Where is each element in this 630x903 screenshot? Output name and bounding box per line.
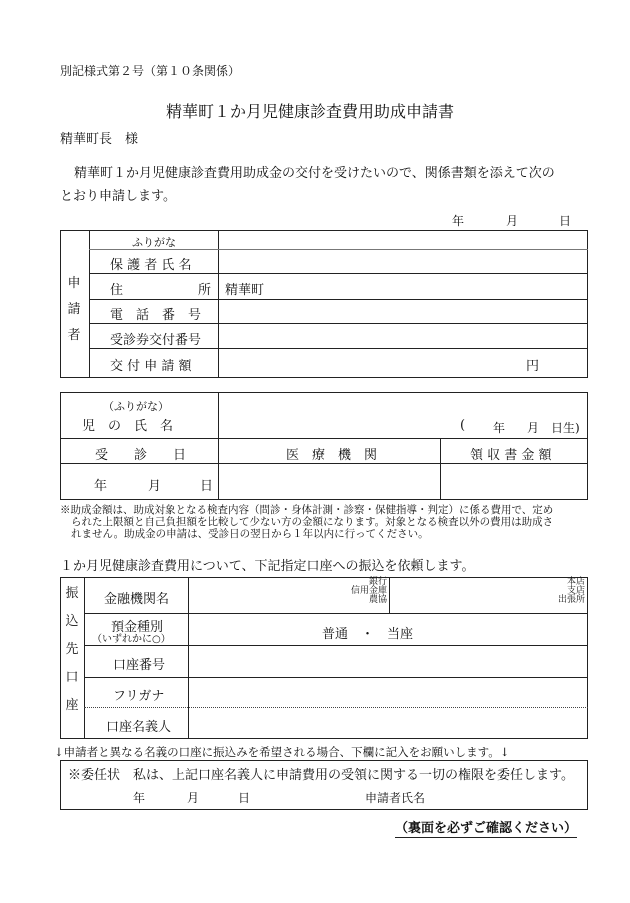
account-type-options[interactable]: 普通 ・ 当座: [322, 627, 414, 642]
note-line-3: れません。助成金の申請は、受診日の翌日から１年以内に行ってください。: [71, 528, 429, 540]
birth-month-label: 月: [527, 421, 540, 435]
intro-line-2: とおり申請します。: [60, 189, 176, 204]
institution-header: 医 療 機 関: [286, 448, 378, 463]
address-field[interactable]: 精華町: [225, 283, 265, 298]
institution-field[interactable]: [219, 464, 439, 499]
branch-name-field[interactable]: [390, 578, 540, 612]
bank-type-list: 銀行 信用金庫 農協: [350, 577, 387, 605]
applicant-furigana-field[interactable]: [219, 231, 587, 249]
delegation-day-label: 日: [238, 791, 251, 805]
exam-year-label: 年: [94, 479, 108, 494]
voucher-number-label: 受診券交付番号: [110, 333, 202, 348]
branch-type-list: 本店 支店 出張所: [557, 577, 585, 605]
receipt-amount-header: 領 収 書 金 額: [470, 448, 552, 463]
applicant-name-field[interactable]: [430, 784, 580, 806]
voucher-number-field[interactable]: [219, 324, 587, 347]
guardian-name-field[interactable]: [219, 250, 587, 272]
bank-name-field[interactable]: [189, 578, 341, 612]
furigana-field[interactable]: [189, 678, 587, 706]
applicant-furigana-label: ふりがな: [132, 236, 176, 249]
account-type-label: 預金種別: [111, 620, 164, 635]
exam-month-label: 月: [148, 479, 162, 494]
account-holder-label: 口座名義人: [106, 720, 172, 735]
account-number-field[interactable]: [189, 646, 587, 676]
yen-unit: 円: [526, 359, 540, 374]
child-furigana-label: （ふりがな）: [103, 400, 169, 413]
delegation-month-label: 月: [187, 791, 200, 805]
phone-label: 電 話 番 号: [110, 308, 202, 323]
intro-line-1: 精華町１か月児健康診査費用助成金の交付を受けたいので、関係書類を添えて次の: [74, 166, 555, 181]
delegation-year-label: 年: [133, 791, 146, 805]
exam-date-header: 受 診 日: [95, 448, 187, 463]
date-month-label: 月: [506, 214, 519, 228]
child-name-field[interactable]: [219, 393, 459, 437]
phone-field[interactable]: [219, 300, 587, 322]
applicant-side-label: 申 請 者: [67, 276, 81, 343]
account-number-label: 口座番号: [113, 658, 166, 673]
page-title: 精華町１か月児健康診査費用助成申請書: [166, 102, 455, 121]
guardian-name-label: 保 護 者 氏 名: [110, 258, 192, 273]
address-label-1: 住: [110, 283, 124, 298]
furigana-label: フリガナ: [113, 689, 165, 704]
back-page-notice: （裏面を必ずご確認ください）: [395, 817, 577, 838]
child-name-label: 児 の 氏 名: [82, 419, 174, 434]
transfer-side-label: 振 込 先 口 座: [65, 586, 79, 713]
birth-open: (: [460, 418, 466, 433]
date-year-label: 年: [452, 214, 465, 228]
amount-label: 交 付 申 請 額: [110, 359, 192, 374]
address-label-2: 所: [198, 283, 212, 298]
form-number: 別記様式第２号（第１０条関係）: [60, 64, 241, 78]
applicant-name-label: 申請者氏名: [365, 791, 426, 805]
exam-day-label: 日: [200, 479, 214, 494]
amount-field[interactable]: [219, 349, 519, 377]
birth-day-label: 日生): [551, 421, 580, 435]
account-holder-field[interactable]: [189, 708, 587, 738]
birth-year-label: 年: [493, 421, 506, 435]
delegation-text: ※委任状 私は、上記口座名義人に申請費用の受領に関する一切の権限を委任します。: [68, 768, 574, 783]
account-type-hint: （いずれかに○）: [92, 634, 171, 645]
note-line-1: ※助成金額は、助成対象となる検査内容（問診・身体計測・診察・保健指導・判定）に係る費用で、定め: [60, 504, 554, 516]
transfer-request: １か月児健康診査費用について、下記指定口座への振込を依頼します。: [60, 559, 475, 574]
receipt-amount-field[interactable]: [441, 464, 587, 499]
addressee: 精華町長 様: [60, 132, 139, 147]
note-line-2: られた上限額と自己負担額を比較して少ない方の金額になります。対象となる検査以外の費用は助成さ: [71, 516, 554, 528]
delegation-notice: ↓申請者と異なる名義の口座に振込みを希望される場合、下欄に記入をお願いします。↓: [54, 745, 510, 759]
bank-name-label: 金融機関名: [104, 592, 170, 607]
date-day-label: 日: [559, 214, 572, 228]
